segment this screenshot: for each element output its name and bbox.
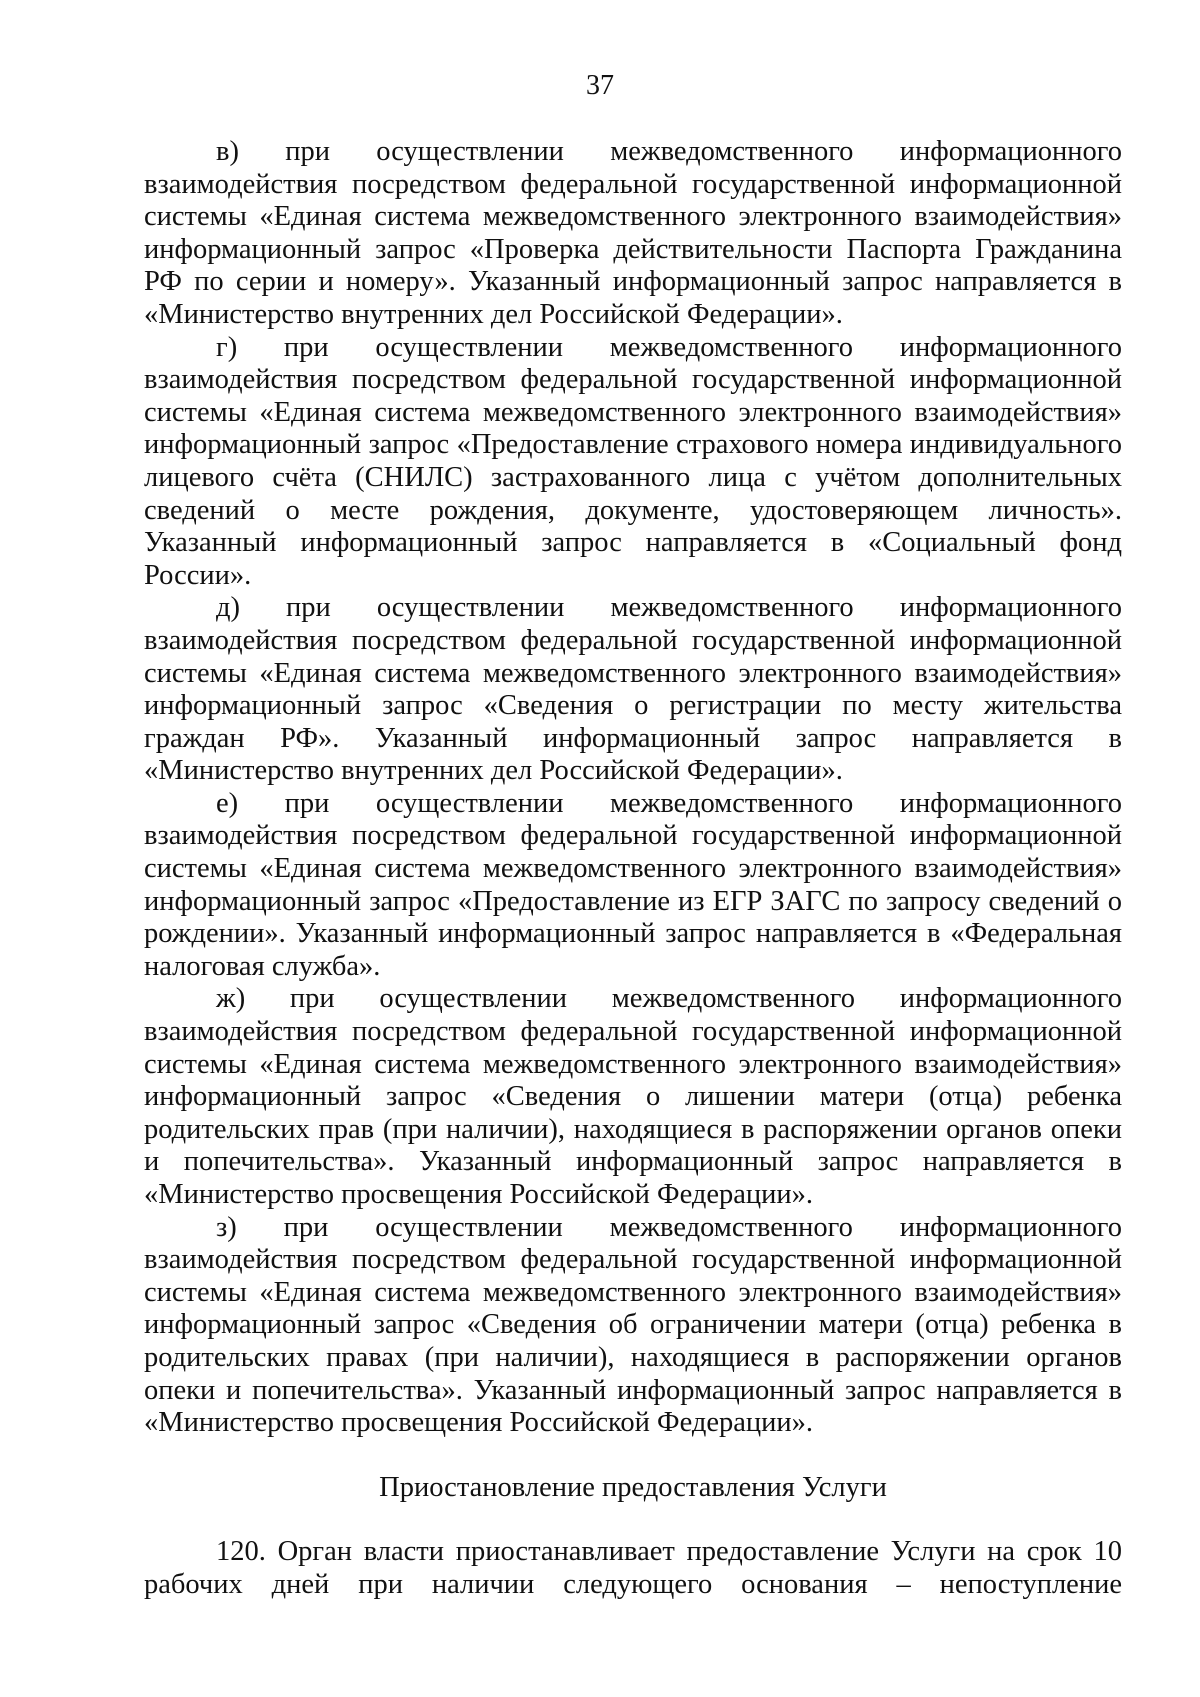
paragraph-zh: ж) при осуществлении межведомственного информационного взаимодействия посредством федеральной государственной информационной системы «Единая система межведомственного электронного взаимодействия» информационный запрос «Сведения о лишении матери (отца) ребенка родительских прав (при наличии), находящиеся в распоряжении органов опеки и попечительства». Указанный информационный запрос направляется в «Министерство просвещения Российской Федерации». bbox=[144, 983, 1122, 1210]
paragraph-z: з) при осуществлении межведомственного информационного взаимодействия посредством федеральной государственной информационной системы «Единая система межведомственного электронного взаимодействия» информационный запрос «Сведения об ограничении матери (отца) ребенка в родительских правах (при наличии), находящиеся в распоряжении органов опеки и попечительства». Указанный информационный запрос направляется в «Министерство просвещения Российской Федерации». bbox=[144, 1211, 1122, 1439]
paragraph-120: 120. Орган власти приостанавливает предоставление Услуги на срок 10 рабочих дней при наличии следующего основания – непоступление bbox=[144, 1536, 1122, 1600]
section-heading: Приостановление предоставления Услуги bbox=[379, 1471, 887, 1503]
paragraph-g: г) при осуществлении межведомственного информационного взаимодействия посредством федеральной государственной информационной системы «Единая система межведомственного электронного взаимодействия» информационный запрос «Предоставление страхового номера индивидуального лицевого счёта (СНИЛС) застрахованного лица с учётом дополнительных сведений о месте рождения, документе, удостоверяющем личность». Указанный информационный запрос направляется в «Социальный фонд России». bbox=[144, 331, 1122, 591]
paragraph-e: е) при осуществлении межведомственного информационного взаимодействия посредством федеральной государственной информационной системы «Единая система межведомственного электронного взаимодействия» информационный запрос «Предоставление из ЕГР ЗАГС по запросу сведений о рождении». Указанный информационный запрос направляется в «Федеральная налоговая служба». bbox=[144, 787, 1122, 982]
paragraph-d: д) при осуществлении межведомственного информационного взаимодействия посредством федеральной государственной информационной системы «Единая система межведомственного электронного взаимодействия» информационный запрос «Сведения о регистрации по месту жительства граждан РФ». Указанный информационный запрос направляется в «Министерство внутренних дел Российской Федерации». bbox=[144, 592, 1122, 787]
document-body bbox=[144, 136, 1122, 1602]
paragraph-v: в) при осуществлении межведомственного информационного взаимодействия посредством федеральной государственной информационной системы «Единая система межведомственного электронного взаимодействия» информационный запрос «Проверка действительности Паспорта Гражданина РФ по серии и номеру». Указанный информационный запрос направляется в «Министерство внутренних дел Российской Федерации». bbox=[144, 136, 1122, 330]
page-number: 37 bbox=[586, 70, 614, 101]
